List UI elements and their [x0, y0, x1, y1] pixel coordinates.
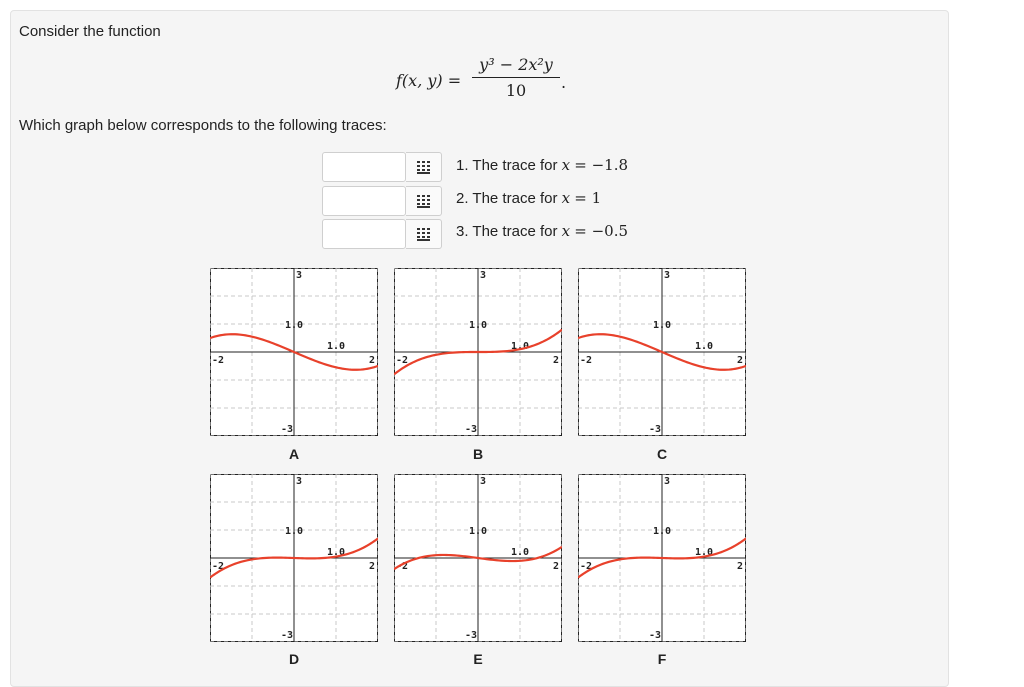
tick-label-x-mid: 1.0	[694, 547, 714, 558]
answer-input-1[interactable]	[322, 152, 406, 182]
trace-3	[456, 222, 628, 240]
grid-icon	[417, 195, 431, 208]
graph-d	[210, 474, 378, 642]
tick-label-y-mid: 1.0	[468, 526, 488, 537]
tick-label-ymin: -3	[648, 630, 661, 641]
tick-label-x-mid: 1.0	[326, 341, 346, 352]
tick-label-xmax: 2	[552, 561, 559, 572]
tick-label-ymin: -3	[464, 424, 477, 435]
trace-text: The trace for	[472, 223, 558, 240]
formula-lhs: f(x, y) =	[396, 71, 462, 90]
tick-label-xmin: -2	[580, 561, 593, 572]
graph-c	[578, 268, 746, 436]
graph-label-d: D	[288, 651, 300, 667]
answer-dropdown-button-1[interactable]	[406, 152, 442, 182]
tick-label-xmin: -2	[396, 355, 409, 366]
trace-number: 1.	[456, 157, 469, 174]
trace-value: = −1.8	[574, 156, 629, 174]
tick-label-ymax: 3	[664, 476, 671, 487]
tick-label-xmin: -2	[396, 561, 409, 572]
tick-label-xmax: 2	[736, 561, 743, 572]
trace-var: x	[561, 156, 571, 174]
formula-denominator: 10	[505, 81, 527, 100]
formula-numerator: y³ − 2x²y	[472, 55, 560, 78]
graph-plot	[578, 268, 746, 436]
graph-plot	[210, 268, 378, 436]
tick-label-xmin: -2	[212, 355, 225, 366]
trace-text: The trace for	[472, 157, 558, 174]
trace-var: x	[561, 222, 571, 240]
graph-b	[394, 268, 562, 436]
tick-label-xmax: 2	[368, 561, 375, 572]
tick-label-ymin: -3	[464, 630, 477, 641]
tick-label-x-mid: 1.0	[510, 341, 530, 352]
tick-label-x-mid: 1.0	[694, 341, 714, 352]
tick-label-y-mid: 1.0	[284, 320, 304, 331]
tick-label-y-mid: 1.0	[652, 526, 672, 537]
tick-label-ymin: -3	[280, 424, 293, 435]
graph-e	[394, 474, 562, 642]
intro-text: Consider the function	[19, 23, 161, 40]
tick-label-x-mid: 1.0	[326, 547, 346, 558]
tick-label-xmin: -2	[580, 355, 593, 366]
graph-label-e: E	[473, 651, 483, 667]
graph-f	[578, 474, 746, 642]
grid-icon	[417, 161, 431, 174]
tick-label-xmax: 2	[736, 355, 743, 366]
tick-label-ymax: 3	[664, 270, 671, 281]
graph-plot	[210, 474, 378, 642]
graph-a	[210, 268, 378, 436]
graph-label-f: F	[657, 651, 667, 667]
trace-value: = 1	[574, 189, 602, 207]
trace-value: = −0.5	[574, 222, 629, 240]
graph-plot	[394, 268, 562, 436]
tick-label-xmax: 2	[368, 355, 375, 366]
graph-label-b: B	[472, 446, 484, 462]
trace-text: The trace for	[472, 190, 558, 207]
formula-period: .	[561, 73, 567, 92]
tick-label-ymin: -3	[648, 424, 661, 435]
tick-label-y-mid: 1.0	[284, 526, 304, 537]
answer-dropdown-button-2[interactable]	[406, 186, 442, 216]
graph-plot	[394, 474, 562, 642]
formula-fraction	[472, 55, 560, 100]
graph-plot	[578, 474, 746, 642]
graph-label-a: A	[288, 446, 300, 462]
question-text: Which graph below corresponds to the following traces:	[19, 117, 387, 134]
tick-label-y-mid: 1.0	[652, 320, 672, 331]
trace-1	[456, 156, 628, 174]
tick-label-ymax: 3	[480, 270, 487, 281]
trace-number: 3.	[456, 223, 469, 240]
tick-label-y-mid: 1.0	[468, 320, 488, 331]
tick-label-ymax: 3	[296, 476, 303, 487]
tick-label-xmax: 2	[552, 355, 559, 366]
grid-icon	[417, 228, 431, 241]
graph-label-c: C	[656, 446, 668, 462]
answer-input-3[interactable]	[322, 219, 406, 249]
trace-number: 2.	[456, 190, 469, 207]
tick-label-x-mid: 1.0	[510, 547, 530, 558]
answer-dropdown-button-3[interactable]	[406, 219, 442, 249]
trace-2	[456, 189, 601, 207]
tick-label-ymin: -3	[280, 630, 293, 641]
tick-label-ymax: 3	[480, 476, 487, 487]
tick-label-xmin: -2	[212, 561, 225, 572]
answer-input-2[interactable]	[322, 186, 406, 216]
trace-var: x	[561, 189, 571, 207]
tick-label-ymax: 3	[296, 270, 303, 281]
